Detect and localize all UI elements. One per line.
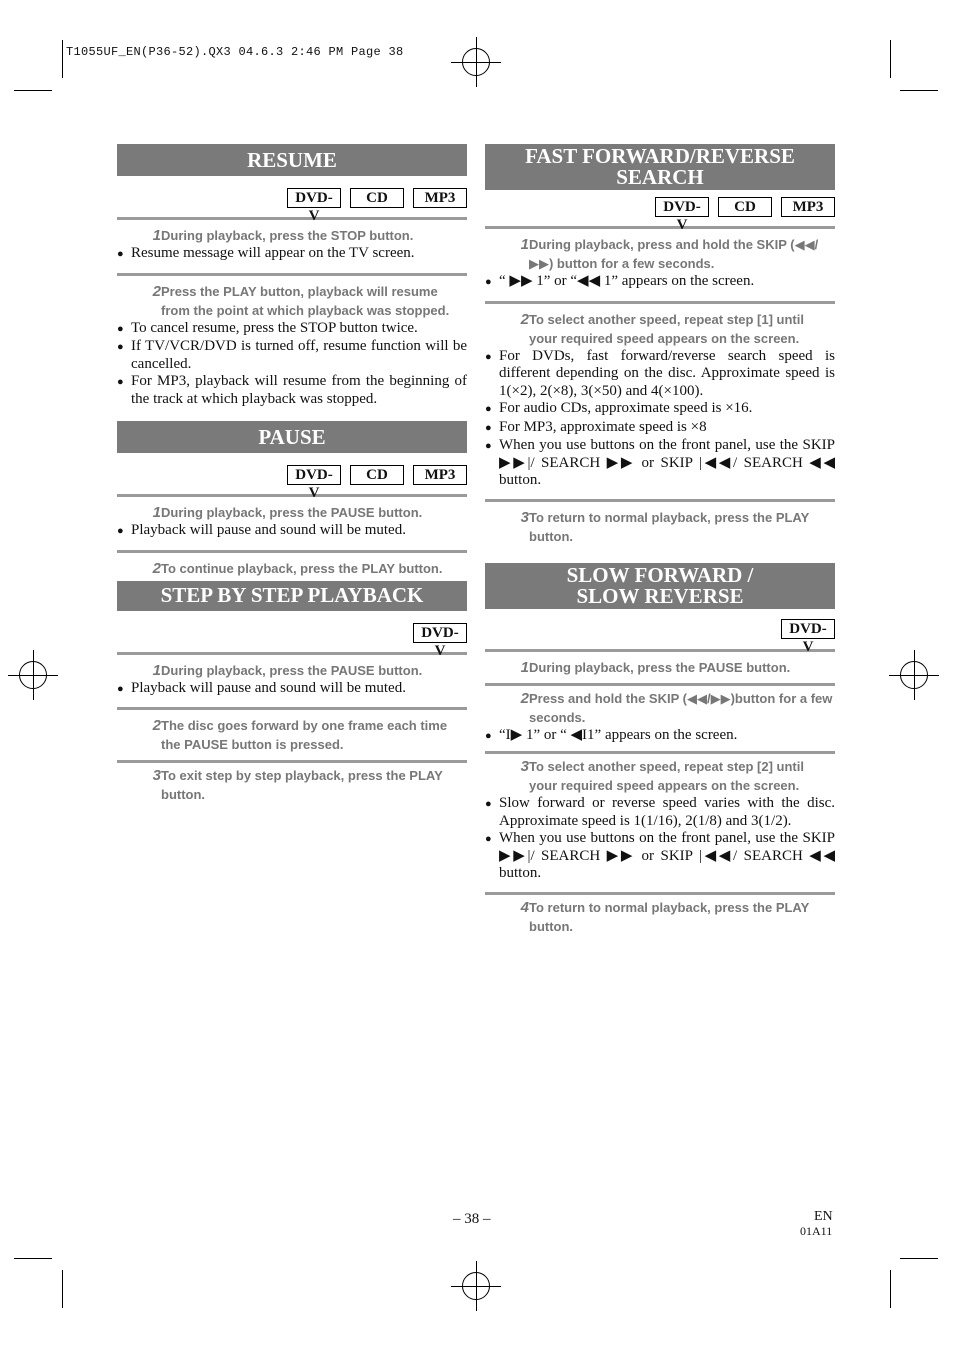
ffrev-heading (485, 144, 835, 190)
step-item: 1 During playback, press and hold the SKIP (◀◀/▶▶) button for a few seconds. (520, 236, 819, 271)
bullet-item: ● For MP3, approximate speed is ×8 (485, 418, 707, 435)
bullet-item: ● For MP3, playback will resume from the beginning of the track at which playback was stopped. (117, 373, 467, 407)
bullet-item: ● Slow forward or reverse speed varies with the disc. Approximate speed is 1(1/16), 2(1/8) and 3(1/2). (485, 795, 835, 829)
step-item: 1 During playback, press the PAUSE button. (520, 658, 791, 676)
badge-dvd-v: DVD-V (655, 197, 709, 217)
slow-heading (485, 563, 835, 609)
step-by-step-heading (117, 581, 467, 611)
registration-mark-icon (462, 1272, 490, 1300)
step-item: 4 To return to normal playback, press the PLAY button. (520, 898, 810, 934)
step-item: 1 During playback, press the STOP button. (152, 227, 414, 244)
step-item: 3 To exit step by step playback, press the PLAY button. (152, 767, 443, 802)
bullet-item: ● To cancel resume, press the STOP button twice. (117, 319, 418, 336)
bullet-item: ● “I▶ 1” or “ ◀I1” appears on the screen. (485, 726, 738, 743)
language-code: EN (814, 1209, 833, 1224)
badge-cd: CD (718, 197, 772, 217)
divider (117, 707, 467, 710)
resume-badges (117, 188, 467, 224)
crop-mark (14, 1258, 52, 1259)
ffrev-title-line1: FAST FORWARD/REVERSE (525, 144, 795, 168)
resume-heading (117, 144, 467, 176)
badge-dvd-v: DVD-V (287, 465, 341, 485)
registration-mark-icon (462, 48, 490, 76)
step-item: 2 To continue playback, press the PLAY button. (152, 559, 443, 577)
crop-mark (62, 1270, 63, 1308)
bullet-item: ● When you use buttons on the front panel, use the SKIP ▶▶|/ SEARCH ▶▶ or SKIP |◀◀/ SEARCH ◀◀ button. (485, 437, 835, 488)
badge-dvd-v: DVD-V (413, 623, 467, 643)
divider (485, 301, 835, 304)
crop-mark (890, 1270, 891, 1308)
divider (117, 760, 467, 763)
divider (485, 751, 835, 754)
divider (117, 273, 467, 276)
step-item: 2 To select another speed, repeat step [1] until your required speed appears on the screen. (520, 310, 804, 346)
step-item: 3 To select another speed, repeat step [2] until your required speed appears on the screen. (520, 758, 804, 793)
divider (117, 652, 467, 655)
bullet-item: ● Playback will pause and sound will be muted. (117, 522, 406, 538)
badge-mp3: MP3 (781, 197, 835, 217)
bullet-item: ● For audio CDs, approximate speed is ×16. (485, 400, 753, 416)
crop-mark (14, 90, 52, 91)
ffrev-badges (485, 197, 835, 233)
bullet-item: ● When you use buttons on the front panel, use the SKIP ▶▶|/ SEARCH ▶▶ or SKIP |◀◀/ SEARCH ◀◀ button. (485, 830, 835, 881)
badge-cd: CD (350, 465, 404, 485)
crop-mark (900, 90, 938, 91)
resume-title: RESUME (247, 147, 337, 172)
left-column (117, 144, 467, 804)
bullet-item: ● For DVDs, fast forward/reverse search speed is different depending on the disc. Approximate speed is 1(×2), 2(×8), 3(×50) and 4(×100). (485, 347, 835, 399)
crop-mark (62, 40, 63, 78)
pause-heading (117, 421, 467, 453)
registration-mark-icon (19, 661, 47, 689)
ffrev-title-line2: SEARCH (616, 165, 704, 189)
divider (485, 499, 835, 502)
step-item: 3 To return to normal playback, press the PLAY button. (520, 508, 810, 544)
slow-title-line1: SLOW FORWARD / (566, 562, 754, 587)
step-item: 2 The disc goes forward by one frame each time the PAUSE button is pressed. (152, 717, 448, 752)
right-column (485, 144, 835, 936)
document-code: 01A11 (800, 1224, 833, 1238)
badge-dvd-v: DVD-V (781, 619, 835, 639)
divider (485, 649, 835, 652)
page-number: – 38 – (453, 1211, 491, 1227)
crop-mark (900, 1258, 938, 1259)
bullet-item: ● “ ▶▶ 1” or “◀◀ 1” appears on the screen. (485, 273, 755, 289)
step-by-step-badges (117, 623, 467, 659)
pause-title: PAUSE (258, 424, 326, 449)
pause-badges (117, 465, 467, 501)
slow-title-line2: SLOW REVERSE (576, 583, 744, 608)
crop-mark (890, 40, 891, 78)
step-item: 1 During playback, press the PAUSE button. (152, 661, 423, 679)
badge-dvd-v: DVD-V (287, 188, 341, 208)
slow-badges (485, 619, 835, 655)
divider (485, 683, 835, 686)
bullet-item: ● Resume message will appear on the TV screen. (117, 245, 415, 261)
badge-cd: CD (350, 188, 404, 208)
step-by-step-title: STEP BY STEP PLAYBACK (160, 583, 424, 607)
divider (485, 226, 835, 229)
divider (117, 550, 467, 553)
bullet-item: ● Playback will pause and sound will be muted. (117, 679, 406, 696)
divider (117, 494, 467, 497)
step-item: 2 Press and hold the SKIP (◀◀/▶▶)button for a few seconds. (520, 689, 833, 725)
slug-line: T1055UF_EN(P36-52).QX3 04.6.3 2:46 PM Page 38 (66, 45, 404, 59)
bullet-item: ● If TV/VCR/DVD is turned off, resume function will be cancelled. (117, 338, 467, 372)
step-item: 1 During playback, press the PAUSE button. (152, 504, 423, 521)
divider (117, 217, 467, 220)
divider (485, 892, 835, 895)
badge-mp3: MP3 (413, 465, 467, 485)
badge-mp3: MP3 (413, 188, 467, 208)
step-item: 2 Press the PLAY button, playback will resume from the point at which playback was stopped. (152, 282, 450, 318)
registration-mark-icon (900, 661, 928, 689)
